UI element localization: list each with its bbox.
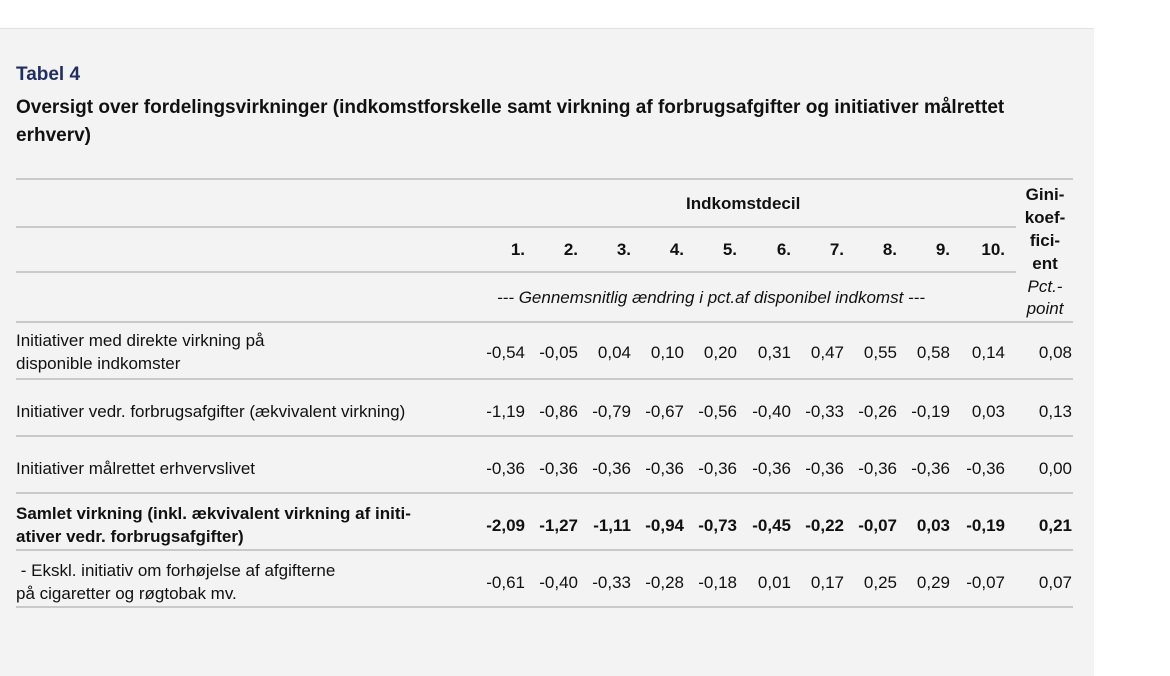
decile-header-cell: 10. <box>981 240 1005 259</box>
decile-value-cell: -0,73 <box>698 516 737 535</box>
decile-value-cell: 0,31 <box>757 343 791 362</box>
gini-header-line: koef- <box>1024 208 1066 227</box>
decile-header-cell: 5. <box>722 240 737 259</box>
row-label <box>16 559 335 605</box>
table-title: Oversigt over fordelingsvirkninger (indkomstforskelle samt virkning af forbrugsafgifter og initiativer målrettet erhverv) <box>16 97 1005 146</box>
decile-value-cell: -0,56 <box>698 402 737 421</box>
decile-header-cell: 7. <box>829 240 844 259</box>
rule-top <box>16 178 1073 180</box>
decile-value-cell: -0,54 <box>486 343 525 362</box>
decile-value-cell: -0,05 <box>539 343 578 362</box>
decile-value-cell: -0,19 <box>966 516 1005 535</box>
row-label-line: Samlet virkning (inkl. ækvivalent virkning af initi- <box>16 504 411 523</box>
decile-value-cell: -1,19 <box>486 402 525 421</box>
decile-value-cell: 0,55 <box>863 343 897 362</box>
rule-row1 <box>16 378 1073 380</box>
decile-value-cell: -0,40 <box>539 573 578 592</box>
rule-row2 <box>16 435 1073 437</box>
row-label <box>16 400 405 423</box>
gini-value-cell: 0,13 <box>1038 402 1072 421</box>
decile-value-cell: -0,36 <box>805 459 844 478</box>
row-label-line: disponible indkomster <box>16 354 181 373</box>
gini-unit-line: point <box>1026 299 1064 318</box>
decile-value-cell: -0,28 <box>645 573 684 592</box>
decile-value-cell: -0,36 <box>698 459 737 478</box>
decile-value-cell: 0,25 <box>863 573 897 592</box>
decile-header-cell: 2. <box>563 240 578 259</box>
decile-header-cell: 1. <box>510 240 525 259</box>
gini-value-cell: 0,08 <box>1038 343 1072 362</box>
decile-value-cell: -0,36 <box>539 459 578 478</box>
decile-value-cell: -0,36 <box>486 459 525 478</box>
decile-value-cell: -0,18 <box>698 573 737 592</box>
decile-value-cell: -0,36 <box>911 459 950 478</box>
gini-unit-line: Pct.- <box>1027 277 1063 296</box>
rule-group <box>16 226 1016 228</box>
rule-row4 <box>16 549 1073 551</box>
decile-value-cell: 0,14 <box>971 343 1005 362</box>
gini-value-cell: 0,21 <box>1038 516 1072 535</box>
decile-value-cell: 0,10 <box>650 343 684 362</box>
decile-value-cell: -0,36 <box>966 459 1005 478</box>
decile-header-cell: 6. <box>776 240 791 259</box>
decile-value-cell: -0,19 <box>911 402 950 421</box>
decile-value-cell: -0,07 <box>966 573 1005 592</box>
decile-value-cell: 0,03 <box>971 402 1005 421</box>
decile-value-cell: -0,36 <box>592 459 631 478</box>
decile-value-cell: -0,94 <box>645 516 684 535</box>
decile-value-cell: 0,01 <box>757 573 791 592</box>
gini-header-line: fici- <box>1029 231 1061 250</box>
decile-header-cell: 9. <box>935 240 950 259</box>
decile-group-header: Indkomstdecil <box>686 194 801 213</box>
decile-value-cell: -0,36 <box>752 459 791 478</box>
decile-value-cell: 0,58 <box>916 343 950 362</box>
row-label <box>16 457 255 480</box>
row-label-line: Initiativer vedr. forbrugsafgifter (ækvivalent virkning) <box>16 402 406 421</box>
decile-value-cell: -0,67 <box>645 402 684 421</box>
decile-value-cell: -0,33 <box>592 573 631 592</box>
gini-header-line: Gini- <box>1025 185 1065 204</box>
row-label <box>16 329 265 375</box>
decile-value-cell: 0,20 <box>703 343 737 362</box>
decile-value-cell: -0,22 <box>805 516 844 535</box>
row-label-line: på cigaretter og røgtobak mv. <box>16 584 237 603</box>
row-label-line: - Ekskl. initiativ om forhøjelse af afgifterne <box>16 561 336 580</box>
row-label-line: Initiativer med direkte virkning på <box>16 331 265 350</box>
decile-value-cell: -1,27 <box>539 516 578 535</box>
row-label-line: ativer vedr. forbrugsafgifter) <box>16 527 244 546</box>
decile-value-cell: -0,61 <box>486 573 525 592</box>
decile-value-cell: 0,03 <box>916 516 950 535</box>
rule-deciles <box>16 271 1016 273</box>
table-label: Tabel 4 <box>16 64 81 85</box>
decile-value-cell: 0,47 <box>810 343 844 362</box>
gini-value-cell: 0,00 <box>1038 459 1072 478</box>
decile-header-cell: 8. <box>882 240 897 259</box>
decile-value-cell: -0,40 <box>752 402 791 421</box>
decile-header-cell: 3. <box>616 240 631 259</box>
decile-value-cell: -0,86 <box>539 402 578 421</box>
row-label-line: Initiativer målrettet erhvervslivet <box>16 459 256 478</box>
decile-value-cell: -0,07 <box>858 516 897 535</box>
row-label <box>16 502 411 548</box>
decile-value-cell: -0,26 <box>858 402 897 421</box>
gini-value-cell: 0,07 <box>1038 573 1072 592</box>
gini-header-line: ent <box>1032 254 1058 273</box>
decile-value-cell: -0,33 <box>805 402 844 421</box>
decile-value-cell: -0,36 <box>858 459 897 478</box>
rule-row3 <box>16 492 1073 494</box>
decile-value-cell: -0,45 <box>752 516 791 535</box>
gini-header <box>1018 183 1072 275</box>
rule-row5 <box>16 606 1073 608</box>
decile-value-cell: -0,36 <box>645 459 684 478</box>
decile-value-cell: 0,29 <box>916 573 950 592</box>
decile-value-cell: -1,11 <box>593 516 631 535</box>
unit-note: --- Gennemsnitlig ændring i pct.af disponibel indkomst --- <box>497 288 926 307</box>
decile-value-cell: -2,09 <box>486 516 525 535</box>
decile-header-cell: 4. <box>669 240 684 259</box>
decile-value-cell: -0,79 <box>592 402 631 421</box>
decile-value-cell: 0,17 <box>810 573 844 592</box>
rule-unit <box>16 321 1073 323</box>
gini-unit <box>1018 276 1072 320</box>
decile-value-cell: 0,04 <box>597 343 631 362</box>
